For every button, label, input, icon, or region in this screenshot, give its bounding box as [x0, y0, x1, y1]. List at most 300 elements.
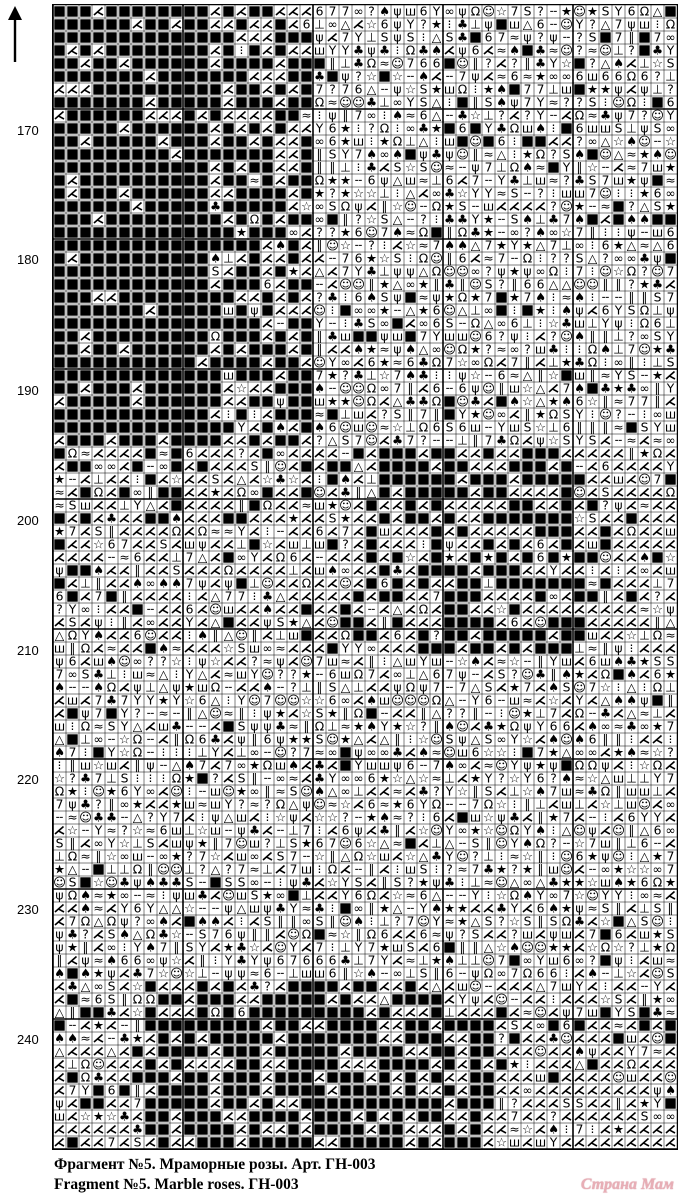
stitch-quarter-mark [94, 294, 103, 302]
stitch-symbol: Ω [626, 264, 637, 279]
stitch-quarter-mark [263, 125, 272, 133]
stitch-quarter-mark [224, 112, 233, 120]
stitch-quarter-mark [497, 203, 506, 211]
stitch-symbol: ★ [391, 797, 404, 812]
stitch-symbol: ⊥ [197, 745, 208, 760]
stitch-black-square [483, 539, 493, 549]
stitch-symbol: ☺ [53, 875, 66, 890]
stitch-symbol: ? [316, 225, 323, 240]
stitch-quarter-mark [120, 762, 129, 770]
stitch-black-square [171, 292, 181, 302]
stitch-black-square [600, 578, 610, 588]
stitch-symbol: Ω [418, 225, 429, 240]
stitch-black-square [522, 513, 532, 523]
stitch-quarter-mark [315, 255, 324, 263]
stitch-symbol: ☺ [404, 199, 417, 214]
stitch-quarter-mark [614, 762, 623, 770]
stitch-symbol: ☺ [391, 56, 404, 71]
stitch-symbol: 6 [406, 758, 415, 773]
stitch-symbol: ш [625, 1070, 638, 1085]
stitch-black-square [431, 227, 441, 237]
stitch-symbol: ⊥ [418, 953, 429, 968]
stitch-symbol: ≈ [639, 706, 650, 721]
stitch-symbol: ☆ [391, 199, 404, 214]
stitch-symbol: ☆ [482, 810, 495, 825]
stitch-symbol: ♣ [105, 693, 118, 708]
stitch-symbol: 6 [367, 173, 376, 188]
stitch-black-square [80, 71, 90, 81]
stitch-quarter-mark [510, 593, 519, 601]
chart-grid-svg [53, 5, 677, 1149]
stitch-quarter-mark [224, 749, 233, 757]
stitch-symbol: S [315, 914, 324, 929]
stitch-symbol: S [250, 888, 259, 903]
stitch-black-square [223, 357, 233, 367]
stitch-black-square [340, 1007, 350, 1017]
stitch-quarter-mark [276, 216, 285, 224]
stitch-symbol: ≈ [444, 914, 455, 929]
stitch-symbol: ╌ [276, 680, 285, 695]
stitch-quarter-mark [55, 710, 64, 718]
stitch-symbol: ⁝ [616, 680, 621, 695]
stitch-quarter-mark [380, 788, 389, 796]
stitch-quarter-mark [263, 1022, 272, 1030]
stitch-quarter-mark [614, 1048, 623, 1056]
stitch-symbol: ⊥ [379, 186, 390, 201]
stitch-quarter-mark [146, 112, 155, 120]
stitch-quarter-mark [588, 697, 597, 705]
stitch-quarter-mark [81, 1139, 90, 1147]
stitch-black-square [249, 240, 259, 250]
stitch-symbol: Y [471, 186, 480, 201]
stitch-quarter-mark [354, 541, 363, 549]
stitch-symbol: S [94, 524, 103, 539]
stitch-black-square [236, 84, 246, 94]
stitch-symbol: ш [183, 537, 196, 552]
stitch-symbol: ≈ [223, 667, 234, 682]
stitch-symbol: S [289, 836, 298, 851]
stitch-symbol: ∥ [550, 667, 557, 682]
stitch-symbol: ★ [651, 927, 664, 942]
row-number-label: 230 [17, 902, 39, 917]
row-number-label: 190 [17, 383, 39, 398]
stitch-black-square [444, 604, 454, 614]
stitch-symbol: ☺ [391, 693, 404, 708]
stitch-symbol: ⁝ [317, 472, 322, 487]
stitch-black-square [197, 773, 207, 783]
stitch-symbol: ⊥ [509, 784, 520, 799]
stitch-symbol: ★ [469, 407, 482, 422]
stitch-black-square [392, 1137, 402, 1147]
stitch-quarter-mark [107, 1022, 116, 1030]
stitch-quarter-mark [107, 905, 116, 913]
stitch-black-square [158, 1072, 168, 1082]
stitch-symbol: ≈ [613, 1018, 624, 1033]
stitch-symbol: S [588, 173, 597, 188]
stitch-symbol: 6 [445, 173, 454, 188]
stitch-symbol: ψ [458, 5, 467, 19]
stitch-symbol: 7 [419, 329, 428, 344]
stitch-symbol: Y [549, 1135, 558, 1149]
stitch-symbol: ☆ [326, 810, 339, 825]
stitch-symbol: Ω [366, 394, 377, 409]
stitch-quarter-mark [536, 606, 545, 614]
stitch-symbol: ∥ [628, 290, 635, 305]
stitch-symbol: 6 [419, 5, 428, 19]
stitch-symbol: ≈ [392, 784, 403, 799]
stitch-quarter-mark [575, 502, 584, 510]
stitch-quarter-mark [588, 671, 597, 679]
stitch-black-square [184, 383, 194, 393]
stitch-symbol: ⊥ [405, 420, 416, 435]
stitch-symbol: 7 [94, 693, 103, 708]
stitch-symbol: Ω [431, 264, 442, 279]
stitch-black-square [119, 279, 129, 289]
stitch-quarter-mark [263, 21, 272, 29]
stitch-quarter-mark [393, 502, 402, 510]
stitch-symbol: ☆ [586, 875, 599, 890]
stitch-symbol: Y [614, 888, 623, 903]
stitch-black-square [548, 643, 558, 653]
stitch-symbol: 6 [458, 251, 467, 266]
stitch-symbol: Y [120, 901, 129, 916]
stitch-symbol: ≈ [639, 602, 650, 617]
stitch-symbol: ∥ [251, 628, 258, 643]
stitch-black-square [327, 1007, 337, 1017]
stitch-quarter-mark [289, 450, 298, 458]
stitch-symbol: ψ [198, 654, 207, 669]
stitch-quarter-mark [562, 710, 571, 718]
stitch-quarter-mark [289, 346, 298, 354]
stitch-symbol: ∞ [561, 69, 572, 84]
stitch-quarter-mark [575, 944, 584, 952]
stitch-symbol: ? [654, 589, 661, 604]
stitch-symbol: ψ [432, 290, 441, 305]
stitch-symbol: ? [56, 602, 63, 617]
stitch-symbol: ? [199, 862, 206, 877]
stitch-symbol: ♣ [547, 342, 560, 357]
stitch-symbol: ☆ [209, 849, 222, 864]
stitch-symbol: ╌ [562, 836, 571, 851]
stitch-symbol: ☆ [547, 433, 560, 448]
stitch-quarter-mark [172, 1126, 181, 1134]
stitch-symbol: ∥ [134, 563, 141, 578]
stitch-symbol: 6 [458, 121, 467, 136]
stitch-symbol: ш [547, 862, 560, 877]
stitch-symbol: ☺ [560, 43, 573, 58]
stitch-black-square [327, 1072, 337, 1082]
stitch-symbol: ∥ [472, 706, 479, 721]
stitch-black-square [470, 1098, 480, 1108]
stitch-symbol: Y [146, 901, 155, 916]
stitch-symbol: ★ [339, 394, 352, 409]
stitch-symbol: ≈ [509, 30, 520, 45]
stitch-symbol: ☆ [482, 745, 495, 760]
stitch-black-square [288, 1033, 298, 1043]
stitch-black-square [561, 487, 571, 497]
stitch-symbol: ╌ [263, 875, 272, 890]
stitch-quarter-mark [55, 112, 64, 120]
stitch-symbol: ψ [211, 810, 220, 825]
stitch-symbol: ♣ [326, 290, 339, 305]
stitch-symbol: ♠ [430, 901, 443, 916]
stitch-symbol: ψ [445, 537, 454, 552]
stitch-quarter-mark [523, 203, 532, 211]
stitch-symbol: 6 [328, 966, 337, 981]
stitch-black-square [236, 578, 246, 588]
stitch-symbol: ш [508, 420, 521, 435]
stitch-black-square [171, 1098, 181, 1108]
stitch-symbol: S [211, 264, 220, 279]
stitch-symbol: ? [615, 407, 622, 422]
stitch-quarter-mark [68, 554, 77, 562]
stitch-black-square [67, 331, 77, 341]
stitch-quarter-mark [406, 541, 415, 549]
stitch-quarter-mark [497, 1087, 506, 1095]
stitch-symbol: ☺ [443, 745, 456, 760]
stitch-symbol: Ω [353, 667, 364, 682]
stitch-black-square [249, 318, 259, 328]
stitch-symbol: ╌ [627, 407, 636, 422]
stitch-symbol: Ω [431, 355, 442, 370]
stitch-symbol: ⁝ [135, 771, 140, 786]
stitch-symbol: ⁝ [629, 732, 634, 747]
stitch-symbol: ⁝ [525, 1057, 530, 1072]
stitch-black-square [379, 487, 389, 497]
stitch-quarter-mark [133, 528, 142, 536]
stitch-symbol: ш [53, 1109, 66, 1124]
stitch-black-square [197, 123, 207, 133]
stitch-quarter-mark [211, 502, 220, 510]
stitch-black-square [197, 6, 207, 16]
stitch-symbol: ♠ [79, 966, 92, 981]
stitch-black-square [67, 591, 77, 601]
stitch-symbol: ≈ [379, 56, 390, 71]
stitch-black-square [158, 1046, 168, 1056]
stitch-symbol: ☺ [430, 823, 443, 838]
stitch-symbol: ♠ [53, 745, 66, 760]
stitch-symbol: ☆ [612, 134, 625, 149]
stitch-quarter-mark [81, 1126, 90, 1134]
stitch-black-square [444, 1059, 454, 1069]
stitch-symbol: ψ [640, 82, 649, 97]
stitch-symbol: ψ [523, 719, 532, 734]
stitch-symbol: △ [392, 277, 403, 292]
stitch-symbol: Y [536, 95, 545, 110]
stitch-black-square [158, 266, 168, 276]
stitch-black-square [262, 58, 272, 68]
stitch-quarter-mark [445, 1100, 454, 1108]
stitch-symbol: △ [392, 901, 403, 916]
stitch-symbol: ? [251, 654, 258, 669]
stitch-symbol: ♠ [456, 238, 469, 253]
stitch-symbol: ∥ [615, 836, 622, 851]
stitch-symbol: ⊥ [652, 706, 663, 721]
stitch-quarter-mark [536, 1113, 545, 1121]
stitch-quarter-mark [237, 255, 246, 263]
stitch-symbol: ★ [53, 472, 66, 487]
stitch-symbol: ╌ [146, 732, 155, 747]
stitch-symbol: Y [510, 901, 519, 916]
stitch-symbol: △ [418, 849, 429, 864]
stitch-black-square [132, 461, 142, 471]
stitch-black-square [301, 214, 311, 224]
stitch-quarter-mark [588, 1113, 597, 1121]
stitch-symbol: ψ [276, 732, 285, 747]
stitch-symbol: ╌ [549, 5, 558, 19]
stitch-symbol: ♠ [521, 212, 534, 227]
stitch-symbol: 6 [536, 771, 545, 786]
stitch-symbol: ⊥ [548, 355, 559, 370]
stitch-black-square [184, 84, 194, 94]
stitch-quarter-mark [614, 593, 623, 601]
stitch-symbol: ★ [664, 667, 677, 682]
stitch-quarter-mark [640, 1087, 649, 1095]
stitch-black-square [457, 617, 467, 627]
stitch-black-square [80, 487, 90, 497]
stitch-black-square [275, 84, 285, 94]
stitch-symbol: ⁝ [551, 186, 556, 201]
stitch-quarter-mark [55, 554, 64, 562]
stitch-quarter-mark [185, 463, 194, 471]
stitch-symbol: ╌ [341, 446, 350, 461]
stitch-symbol: Y [341, 43, 350, 58]
stitch-quarter-mark [302, 762, 311, 770]
stitch-quarter-mark [666, 1048, 675, 1056]
stitch-symbol: ≈ [158, 706, 169, 721]
stitch-symbol: ╌ [601, 966, 610, 981]
stitch-symbol: ∞ [366, 303, 377, 318]
stitch-symbol: ⁝ [330, 901, 335, 916]
stitch-symbol: ⊥ [548, 82, 559, 97]
stitch-quarter-mark [55, 697, 64, 705]
stitch-black-square [262, 396, 272, 406]
stitch-symbol: ⊥ [379, 914, 390, 929]
stitch-quarter-mark [81, 619, 90, 627]
stitch-quarter-mark [627, 931, 636, 939]
stitch-black-square [93, 318, 103, 328]
stitch-symbol: ψ [393, 5, 402, 19]
stitch-symbol: 6 [601, 69, 610, 84]
stitch-symbol: ☺ [456, 56, 469, 71]
stitch-symbol: ☆ [599, 797, 612, 812]
stitch-black-square [119, 227, 129, 237]
stitch-symbol: ♣ [534, 667, 547, 682]
stitch-symbol: ♣ [469, 225, 482, 240]
stitch-quarter-mark [55, 1087, 64, 1095]
stitch-symbol: ψ [185, 836, 194, 851]
stitch-symbol: Ω [132, 862, 143, 877]
stitch-symbol: ♠ [391, 147, 404, 162]
stitch-symbol: ∞ [340, 784, 351, 799]
stitch-symbol: ш [599, 121, 612, 136]
stitch-symbol: ≈ [457, 862, 468, 877]
stitch-black-square [132, 292, 142, 302]
stitch-symbol: ∥ [615, 784, 622, 799]
stitch-black-square [405, 1098, 415, 1108]
stitch-symbol: ★ [326, 394, 339, 409]
stitch-symbol: ⊥ [444, 771, 455, 786]
stitch-symbol: ψ [354, 823, 363, 838]
stitch-symbol: ∞ [509, 225, 520, 240]
stitch-symbol: ⊥ [353, 680, 364, 695]
stitch-black-square [262, 6, 272, 16]
stitch-symbol: ╌ [445, 654, 454, 669]
stitch-black-square [353, 1085, 363, 1095]
stitch-black-square [145, 292, 155, 302]
stitch-symbol: S [393, 251, 402, 266]
stitch-symbol: ψ [445, 927, 454, 942]
stitch-symbol: ★ [534, 407, 547, 422]
stitch-symbol: ☺ [651, 966, 664, 981]
stitch-black-square [93, 1085, 103, 1095]
stitch-symbol: ∞ [665, 186, 676, 201]
stitch-black-square [301, 1072, 311, 1082]
stitch-symbol: 7 [445, 667, 454, 682]
stitch-black-square [93, 422, 103, 432]
stitch-symbol: ∞ [145, 615, 156, 630]
stitch-symbol: ⁝ [512, 797, 517, 812]
stitch-quarter-mark [120, 528, 129, 536]
stitch-quarter-mark [224, 437, 233, 445]
stitch-symbol: ♠ [378, 810, 391, 825]
stitch-black-square [301, 136, 311, 146]
stitch-symbol: ψ [198, 576, 207, 591]
stitch-symbol: ╌ [172, 706, 181, 721]
stitch-symbol: Ω [67, 446, 78, 461]
stitch-symbol: ∞ [314, 134, 325, 149]
stitch-black-square [67, 734, 77, 744]
stitch-black-square [54, 279, 64, 289]
stitch-symbol: 7 [601, 173, 610, 188]
stitch-quarter-mark [458, 645, 467, 653]
stitch-black-square [249, 1111, 259, 1121]
stitch-quarter-mark [211, 1074, 220, 1082]
stitch-symbol: Y [354, 758, 363, 773]
stitch-symbol: ∥ [355, 927, 362, 942]
stitch-black-square [366, 1033, 376, 1043]
stitch-symbol: ψ [354, 199, 363, 214]
stitch-symbol: ☆ [391, 69, 404, 84]
stitch-symbol: S [640, 1109, 649, 1124]
stitch-symbol: ∥ [433, 407, 440, 422]
stitch-black-square [249, 370, 259, 380]
stitch-symbol: ш [612, 472, 625, 487]
stitch-black-square [444, 1085, 454, 1095]
stitch-symbol: Y [237, 420, 246, 435]
stitch-quarter-mark [653, 567, 662, 575]
stitch-symbol: ♣ [313, 901, 326, 916]
stitch-symbol: ш [313, 537, 326, 552]
stitch-black-square [340, 1098, 350, 1108]
stitch-symbol: ≈ [379, 420, 390, 435]
stitch-quarter-mark [276, 151, 285, 159]
stitch-symbol: ≈ [197, 797, 208, 812]
stitch-symbol: ╌ [549, 108, 558, 123]
stitch-symbol: ∥ [537, 849, 544, 864]
stitch-symbol: ψ [133, 680, 142, 695]
stitch-symbol: S [393, 875, 402, 890]
stitch-symbol: ⊥ [496, 160, 507, 175]
stitch-black-square [158, 370, 168, 380]
stitch-black-square [522, 474, 532, 484]
stitch-quarter-mark [497, 931, 506, 939]
stitch-black-square [405, 1033, 415, 1043]
stitch-symbol: S [562, 1096, 571, 1111]
stitch-quarter-mark [380, 1022, 389, 1030]
stitch-symbol: ∥ [316, 342, 323, 357]
stitch-symbol: Y [510, 238, 519, 253]
